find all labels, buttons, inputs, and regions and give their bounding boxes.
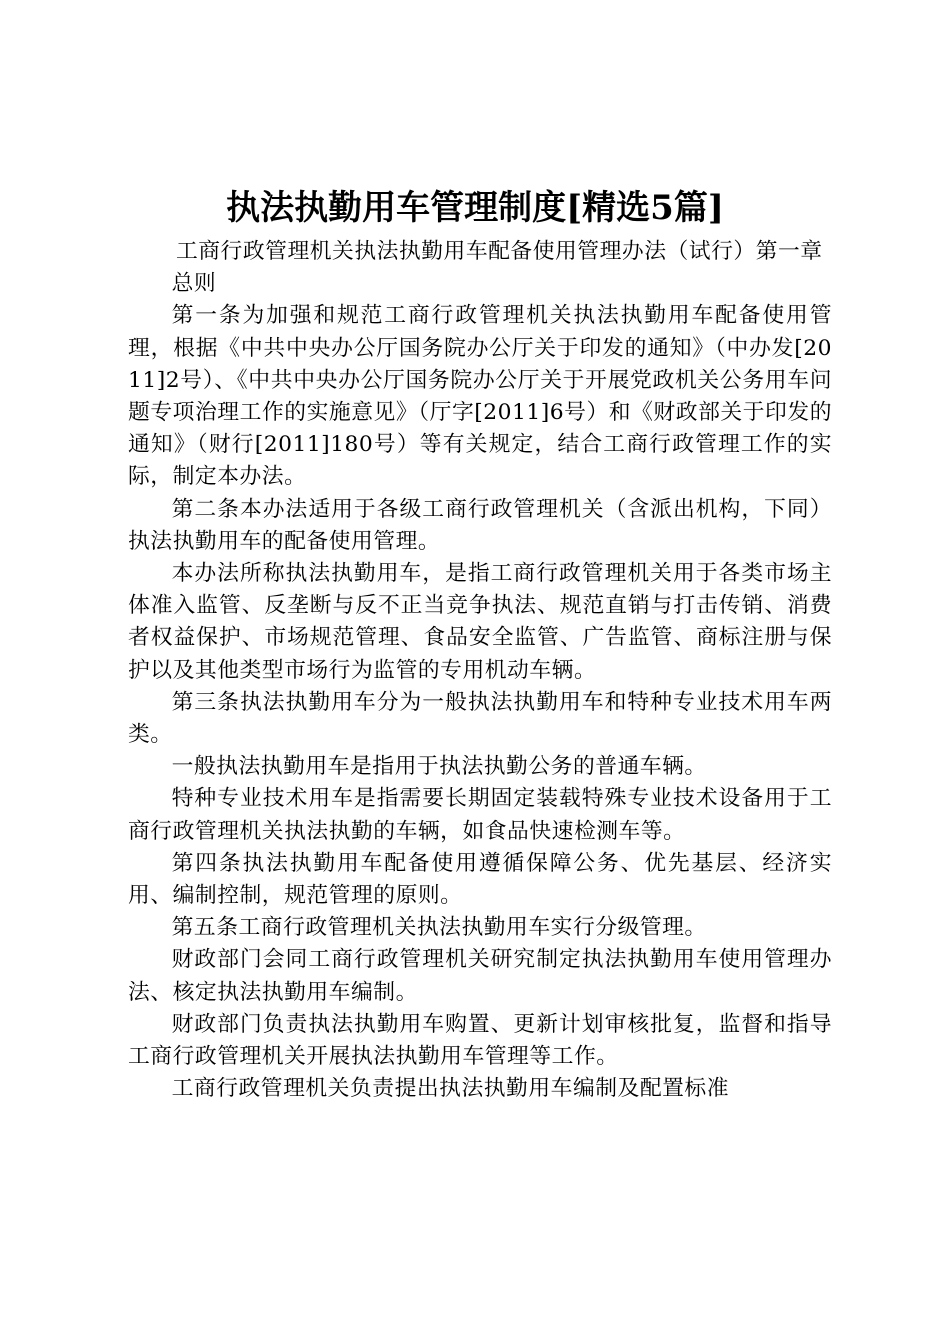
paragraph: 工商行政管理机关执法执勤用车配备使用管理办法（试行）第一章 — [175, 239, 823, 264]
paragraph: 本办法所称执法执勤用车，是指工商行政管理机关用于各类市场主体准入监管、反垄断与反不正当竞争执法、规范直销与打击传销、消费者权益保护、市场规范管理、食品安全监管、广告监管、商标注册与保护以及其他类型市场行为监管的专用机动车辆。 — [128, 561, 832, 683]
paragraph: 特种专业技术用车是指需要长期固定装载特殊专业技术设备用于工商行政管理机关执法执勤的车辆，如食品快速检测车等。 — [128, 786, 832, 844]
paragraph: 第三条执法执勤用车分为一般执法执勤用车和特种专业技术用车两类。 — [128, 689, 832, 748]
paragraph: 总则 — [171, 271, 217, 297]
paragraph: 财政部门负责执法执勤用车购置、更新计划审核批复，监督和指导工商行政管理机关开展执法执勤用车管理等工作。 — [128, 1011, 832, 1070]
paragraph: 一般执法执勤用车是指用于执法执勤公务的普通车辆。 — [171, 754, 707, 780]
document-title: 执法执勤用车管理制度[精选5篇] — [226, 188, 724, 228]
paragraph: 第五条工商行政管理机关执法执勤用车实行分级管理。 — [171, 915, 707, 941]
paragraph: 第一条为加强和规范工商行政管理机关执法执勤用车配备使用管理，根据《中共中央办公厅国务院办公厅关于印发的通知》（中办发[2011]2号）、《中共中央办公厅国务院办公厅关于开展党政机关公务用车问题专项治理工作的实施意见》（厅字[2011]6号）和《财政部关于印发的通知》（财行[2011]180号）等有关规定，结合工商行政管理工作的实际，制定本办法。 — [128, 303, 832, 490]
paragraph: 工商行政管理机关负责提出执法执勤用车编制及配置标准 — [171, 1076, 730, 1102]
paragraph: 第四条执法执勤用车配备使用遵循保障公务、优先基层、经济实用、编制控制，规范管理的原则。 — [128, 850, 832, 909]
paragraph: 第二条本办法适用于各级工商行政管理机关（含派出机构，下同）执法执勤用车的配备使用管理。 — [128, 496, 832, 554]
paragraph: 财政部门会同工商行政管理机关研究制定执法执勤用车使用管理办法、核定执法执勤用车编制。 — [128, 947, 832, 1005]
document-body — [128, 236, 832, 1105]
